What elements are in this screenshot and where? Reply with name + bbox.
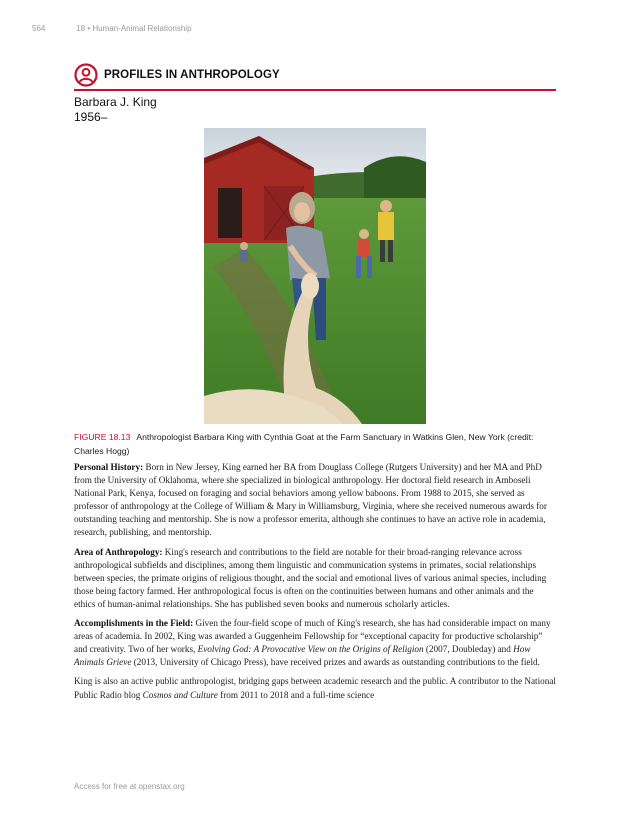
figure-caption xyxy=(74,430,556,458)
paragraph-text: (2007, Doubleday) and xyxy=(425,644,511,655)
paragraph-heading: Area of Anthropology: xyxy=(74,546,163,557)
page-footer: Access for free at openstax.org xyxy=(74,782,185,791)
paragraph-text: Born in New Jersey, King earned her BA from Douglass College (Rutgers University) and her MA and PhD from the University of Oklahoma, where she specialized in biological anthropology. Her doctoral field research in Amboseli National Park, Kenya, focused on foraging and social behaviors among yellow baboons. From 1988 to 2015, she served as professor of anthropology at the College of William & Mary in Williamsburg, Virginia, where she received numerous awards for outstanding teaching and mentorship. She is now a professor emerita, although she continues to have an active role in academia, research, publishing, and mentorship. xyxy=(74,462,547,538)
paragraph-area xyxy=(74,546,556,611)
person-name: Barbara J. King xyxy=(74,95,157,109)
person-heading xyxy=(74,95,157,125)
chapter-title: 18 • Human-Animal Relationship xyxy=(76,24,192,33)
profile-body xyxy=(74,461,556,708)
paragraph-text: (2013, University of Chicago Press), have received prizes and awards as outstanding contributions to the field. xyxy=(133,657,540,668)
blog-title: Cosmos and Culture xyxy=(142,689,218,700)
section-title: PROFILES IN ANTHROPOLOGY xyxy=(104,69,280,81)
book-title: Evolving God: A Provocative View on the Origins of Religion xyxy=(197,644,424,655)
paragraph-public xyxy=(74,675,556,701)
paragraph-text: Given the four-field scope of much of King's research, she has had considerable impact on many areas of academia. In 2002, King was awarded a Guggenheim Fellowship for “exceptional capacity for productive scholarship” and creativity. Two of her works, xyxy=(74,618,551,655)
person-icon xyxy=(74,63,98,87)
figure-label: FIGURE 18.13 xyxy=(74,432,131,442)
paragraph-text: from 2011 to 2018 and a full-time science xyxy=(220,689,375,700)
person-years: 1956– xyxy=(74,110,108,124)
paragraph-personal-history xyxy=(74,461,556,540)
paragraph-accomplishments xyxy=(74,617,556,669)
paragraph-heading: Accomplishments in the Field: xyxy=(74,618,194,629)
caption-text: Anthropologist Barbara King with Cynthia Goat at the Farm Sanctuary in Watkins Glen, New York (credit: Charles Hogg) xyxy=(74,432,534,456)
book-title: How Animals Grieve xyxy=(74,644,531,668)
paragraph-text: King's research and contributions to the field are notable for their broad-ranging relevance across anthropological subfields and disciplines, among them linguistic and communication systems in primates, social relationships between species, the primate origins of religious thought, and the social and emotional lives of various animal species, including those being factory farmed. Her anthropological focus is often on the continuities between humans and other animals and the ethics of human-animal relationships. She has published seven books and numerous scholarly articles. xyxy=(74,546,547,609)
page-header xyxy=(32,24,598,33)
profiles-banner xyxy=(74,63,556,91)
paragraph-text: King is also an active public anthropologist, bridging gaps between academic research and the public. A contributor to the National Public Radio blog xyxy=(74,676,556,700)
paragraph-heading: Personal History: xyxy=(74,462,144,472)
page-number: 564 xyxy=(32,24,46,33)
figure-photo xyxy=(204,128,426,424)
farm-photo-illustration xyxy=(204,128,426,424)
